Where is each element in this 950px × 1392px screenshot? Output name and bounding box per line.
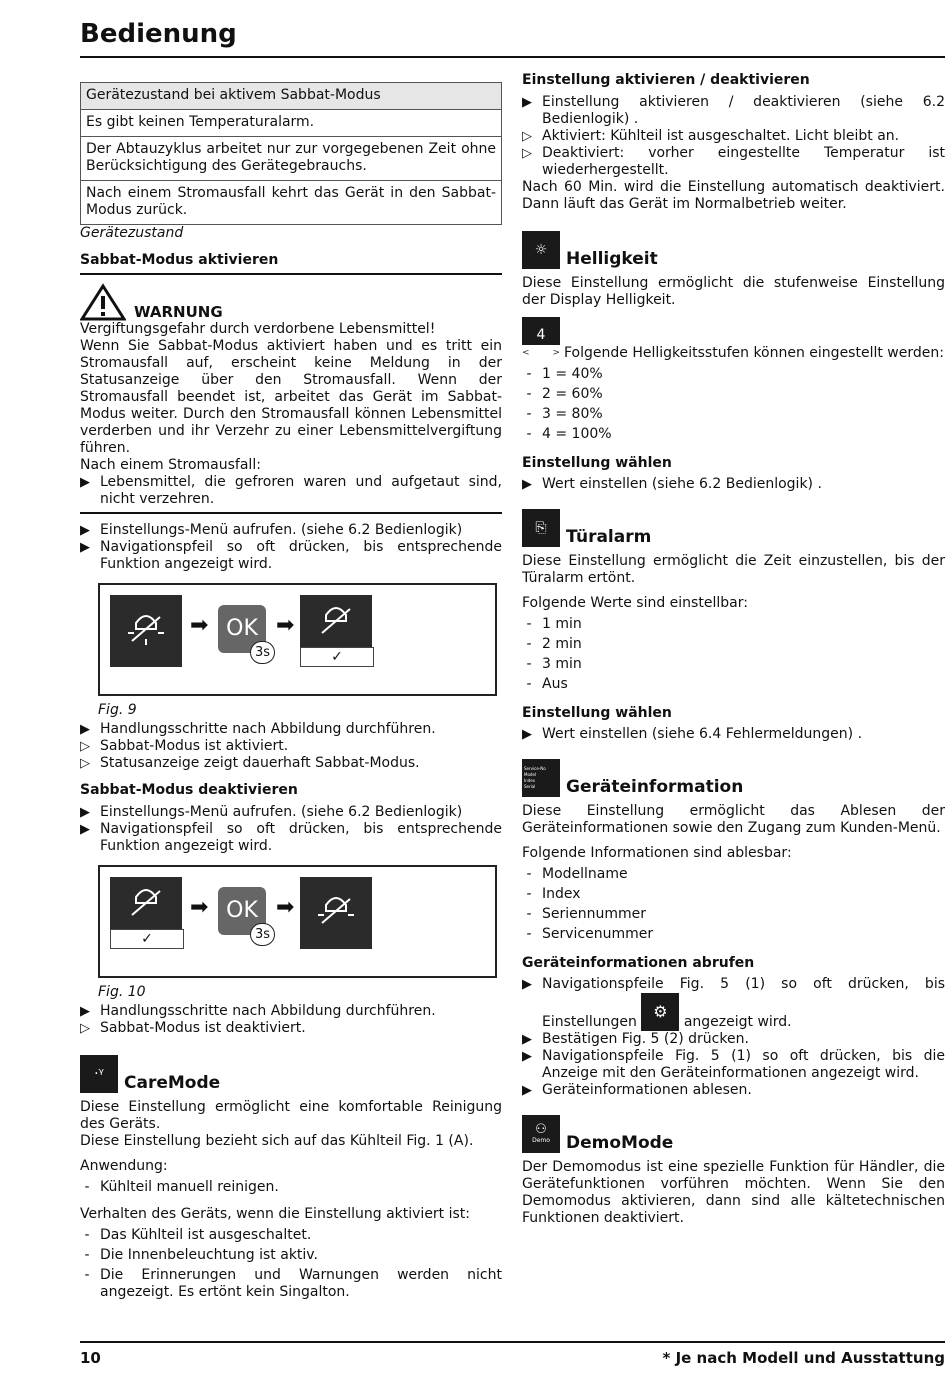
info-label: Folgende Informationen sind ablesbar: <box>522 845 792 861</box>
state-table <box>80 82 502 225</box>
list-item: Die Innenbeleuchtung ist aktiv. <box>100 1247 318 1263</box>
door-alarm-icon: ⎘ <box>522 509 560 547</box>
chevron-left-icon: < <box>522 348 530 358</box>
brightness-desc: Diese Einstellung ermöglicht die stufenweise Einstellung der Display Helligkeit. <box>522 275 945 308</box>
step-text: Deaktiviert: vorher eingestellte Temperatur ist wiederhergestellt. <box>542 145 945 178</box>
values-label: Folgende Werte sind einstellbar: <box>522 595 748 611</box>
list-item: 3 = 80% <box>542 406 603 422</box>
step-text: Bestätigen Fig. 5 (2) drücken. <box>542 1031 749 1047</box>
left-column <box>80 72 502 1304</box>
settings-gear-icon: ⚙ <box>641 993 679 1031</box>
toggle-note: Nach 60 Min. wird die Einstellung automatisch deaktiviert. Dann läuft das Gerät im Normalbetrieb weiter. <box>522 179 945 212</box>
caremode-title: CareMode <box>124 1073 221 1093</box>
ok-button: OK <box>218 605 266 653</box>
warning-line: Wenn Sie Sabbat-Modus aktiviert haben und es tritt ein Stromausfall auf, erscheint keine Meldung in der Statusanzeige über den Stromausfall. Wenn der Stromausfall beendet ist, arbeitet das Gerät im Sabbat-Modus weiter. Durch den Stromausfall können Lebensmittel verderben und ihr Verzehr zu einer Lebensmittelvergiftung führen. <box>80 338 502 456</box>
caremode-icon: ·ᵞ <box>80 1055 118 1093</box>
dash-marker: - <box>526 636 532 652</box>
figure-9 <box>98 583 497 696</box>
warning-line: Nach einem Stromausfall: <box>80 457 261 473</box>
result-marker: ▷ <box>80 756 90 771</box>
brightness-icon: ☼ <box>522 231 560 269</box>
demo-person-icon: ⚇ <box>535 1122 547 1137</box>
step-marker: ▶ <box>522 1032 532 1047</box>
sabbat-icon <box>300 877 372 949</box>
list-item: 1 min <box>542 616 582 632</box>
list-item: 1 = 40% <box>542 366 603 382</box>
icon-text: Index <box>524 778 536 783</box>
list-item: Seriennummer <box>542 906 647 922</box>
table-header: Gerätezustand bei aktivem Sabbat-Modus <box>81 83 502 110</box>
levels-label: Folgende Helligkeitsstufen können eingestellt werden: <box>564 345 944 361</box>
demo-icon-label: Demo <box>532 1137 550 1144</box>
dash-marker: - <box>526 886 532 902</box>
device-info-heading <box>522 759 945 797</box>
list-item: Aus <box>542 676 568 692</box>
choose-title: Einstellung wählen <box>522 455 672 471</box>
list-item: Index <box>542 886 581 902</box>
list-item: Modellname <box>542 866 628 882</box>
check-icon: ✓ <box>110 929 184 949</box>
arrow-right-icon: ➡ <box>276 895 295 920</box>
list-item: Das Kühlteil ist ausgeschaltet. <box>100 1227 312 1243</box>
list-item: Die Erinnerungen und Warnungen werden nicht angezeigt. Es ertönt kein Singalton. <box>100 1267 502 1300</box>
arrow-right-icon: ➡ <box>276 613 295 638</box>
sabbat-icon-tile <box>110 595 182 667</box>
step-text: Wert einstellen (siehe 6.4 Fehlermeldungen) . <box>542 726 863 742</box>
sabbat-icon <box>110 595 182 667</box>
step-marker: ▶ <box>522 977 532 992</box>
door-alarm-desc: Diese Einstellung ermöglicht die Zeit einzustellen, bis der Türalarm ertönt. <box>522 553 945 586</box>
result-marker: ▷ <box>522 146 532 161</box>
result-marker: ▷ <box>80 739 90 754</box>
sabbat-icon <box>110 877 182 929</box>
brightness-title: Helligkeit <box>566 249 658 269</box>
sabbat-icon-tile <box>300 877 372 949</box>
demo-icon <box>522 1115 560 1153</box>
figure-10 <box>98 865 497 978</box>
step-text: Navigationspfeil so oft drücken, bis entsprechende Funktion angezeigt wird. <box>100 821 502 854</box>
caremode-heading <box>80 1055 502 1093</box>
figure-caption: Fig. 9 <box>98 702 137 718</box>
dash-marker: - <box>526 926 532 942</box>
step-marker: ▶ <box>80 822 90 837</box>
check-icon: ✓ <box>300 647 374 667</box>
usage-label: Anwendung: <box>80 1158 168 1174</box>
step-marker: ▶ <box>80 722 90 737</box>
dash-marker: - <box>526 386 532 402</box>
table-caption: Gerätezustand <box>80 225 184 241</box>
step-text: Geräteinformationen ablesen. <box>542 1082 752 1098</box>
list-item: Kühlteil manuell reinigen. <box>100 1179 279 1195</box>
dash-marker: - <box>526 426 532 442</box>
demo-desc: Der Demomodus ist eine spezielle Funktion für Händler, die Gerätefunktionen vorführen möchten. Wenn Sie den Demomodus aktivieren, dann sind alle kältetechnischen Funktionen deaktiviert. <box>522 1159 945 1226</box>
choose-title: Einstellung wählen <box>522 705 672 721</box>
step-text: Einstellungs-Menü aufrufen. (siehe 6.2 Bedienlogik) <box>100 804 463 820</box>
dash-marker: - <box>526 406 532 422</box>
icon-text: Service-No <box>524 766 546 771</box>
step-text-part: angezeigt wird. <box>683 1014 792 1030</box>
result-marker: ▷ <box>522 129 532 144</box>
header-rule <box>80 56 945 58</box>
step-marker: ▶ <box>522 1083 532 1098</box>
behavior-label: Verhalten des Geräts, wenn die Einstellung aktiviert ist: <box>80 1206 471 1222</box>
step-text <box>542 976 945 1031</box>
warning-step: Lebensmittel, die gefroren waren und aufgetaut sind, nicht verzehren. <box>100 474 502 507</box>
sabbat-icon <box>300 595 372 647</box>
demo-title: DemoMode <box>566 1133 674 1153</box>
step-text: Handlungsschritte nach Abbildung durchführen. <box>100 1003 436 1019</box>
list-item: 4 = 100% <box>542 426 612 442</box>
step-text: Statusanzeige zeigt dauerhaft Sabbat-Modus. <box>100 755 420 771</box>
step-text: Wert einstellen (siehe 6.2 Bedienlogik) . <box>542 476 822 492</box>
page-number: 10 <box>80 1349 101 1367</box>
hold-3s-hand: 3s <box>250 923 275 946</box>
dash-marker: - <box>526 906 532 922</box>
door-alarm-title: Türalarm <box>566 527 652 547</box>
step-text: Einstellungs-Menü aufrufen. (siehe 6.2 Bedienlogik) <box>100 522 463 538</box>
door-alarm-heading <box>522 509 945 547</box>
step-marker: ▶ <box>80 540 90 555</box>
icon-text: Model <box>524 772 537 777</box>
device-info-title: Geräteinformation <box>566 777 744 797</box>
sabbat-icon-tile <box>110 877 182 929</box>
table-row: Es gibt keinen Temperaturalarm. <box>81 110 502 137</box>
read-title: Geräteinformationen abrufen <box>522 955 755 971</box>
list-item: 3 min <box>542 656 582 672</box>
warning-line: Vergiftungsgefahr durch verdorbene Lebensmittel! <box>80 321 436 337</box>
step-text: Handlungsschritte nach Abbildung durchführen. <box>100 721 436 737</box>
step-text-part: Navigationspfeile Fig. 5 (1) so oft drücken, bis Einstellungen <box>542 976 945 1030</box>
sabbat-icon-tile <box>300 595 372 647</box>
dash-marker: - <box>526 676 532 692</box>
step-marker: ▶ <box>80 523 90 538</box>
hold-3s-hand: 3s <box>250 641 275 664</box>
dash-marker: - <box>84 1247 90 1263</box>
dash-marker: - <box>526 616 532 632</box>
step-marker: ▶ <box>522 477 532 492</box>
warning-block <box>80 283 502 514</box>
dash-marker: - <box>84 1267 90 1283</box>
toggle-title: Einstellung aktivieren / deaktivieren <box>522 72 810 88</box>
brightness-heading <box>522 231 945 269</box>
arrow-right-icon: ➡ <box>190 895 209 920</box>
table-row: Nach einem Stromausfall kehrt das Gerät in den Sabbat-Modus zurück. <box>81 181 502 225</box>
dash-marker: - <box>526 656 532 672</box>
list-item: 2 min <box>542 636 582 652</box>
list-item: Servicenummer <box>542 926 654 942</box>
right-column <box>522 72 945 1235</box>
dash-marker: - <box>84 1179 90 1195</box>
brightness-display <box>522 317 560 362</box>
result-marker: ▷ <box>80 1021 90 1036</box>
step-text: Sabbat-Modus ist deaktiviert. <box>100 1020 306 1036</box>
sabbat-off-title: Sabbat-Modus deaktivieren <box>80 782 298 798</box>
step-marker: ▶ <box>522 1049 532 1064</box>
footer-rule <box>80 1341 945 1343</box>
step-marker: ▶ <box>80 805 90 820</box>
step-text: Aktiviert: Kühlteil ist ausgeschaltet. Licht bleibt an. <box>542 128 900 144</box>
figure-caption: Fig. 10 <box>98 984 146 1000</box>
step-marker: ▶ <box>80 1004 90 1019</box>
step-marker: ▶ <box>522 727 532 742</box>
step-text: Navigationspfeile Fig. 5 (1) so oft drücken, bis die Anzeige mit den Geräteinformationen angezeigt wird. <box>542 1048 945 1081</box>
device-info-desc: Diese Einstellung ermöglicht das Ablesen der Geräteinformationen sowie den Zugang zum Kunden-Menü. <box>522 803 945 836</box>
brightness-value: 4 <box>522 317 560 345</box>
dash-marker: - <box>526 366 532 382</box>
arrow-right-icon: ➡ <box>190 613 209 638</box>
table-row: Der Abtauzyklus arbeitet nur zur vorgegebenen Zeit ohne Berücksichtigung des Gerätegebrauchs. <box>81 137 502 181</box>
caremode-desc: Diese Einstellung ermöglicht eine komfortable Reinigung des Geräts. <box>80 1099 502 1132</box>
warning-triangle-icon <box>80 283 126 321</box>
sabbat-on-title: Sabbat-Modus aktivieren <box>80 252 279 268</box>
dash-marker: - <box>84 1227 90 1243</box>
step-marker: ▶ <box>80 475 90 490</box>
device-info-icon <box>522 759 560 797</box>
step-text: Navigationspfeil so oft drücken, bis entsprechende Funktion angezeigt wird. <box>100 539 502 572</box>
step-text: Sabbat-Modus ist aktiviert. <box>100 738 289 754</box>
chevron-right-icon: > <box>552 348 560 358</box>
dash-marker: - <box>526 866 532 882</box>
page-title: Bedienung <box>80 19 237 49</box>
demo-heading <box>522 1115 945 1153</box>
warning-label: WARNUNG <box>134 303 223 321</box>
step-text: Einstellung aktivieren / deaktivieren (siehe 6.2 Bedienlogik) . <box>542 94 945 127</box>
icon-text: Serial <box>524 784 536 789</box>
ok-button: OK <box>218 887 266 935</box>
step-marker: ▶ <box>522 95 532 110</box>
list-item: 2 = 60% <box>542 386 603 402</box>
footer-note: * Je nach Modell und Ausstattung <box>662 1349 945 1367</box>
caremode-desc: Diese Einstellung bezieht sich auf das Kühlteil Fig. 1 (A). <box>80 1133 474 1149</box>
